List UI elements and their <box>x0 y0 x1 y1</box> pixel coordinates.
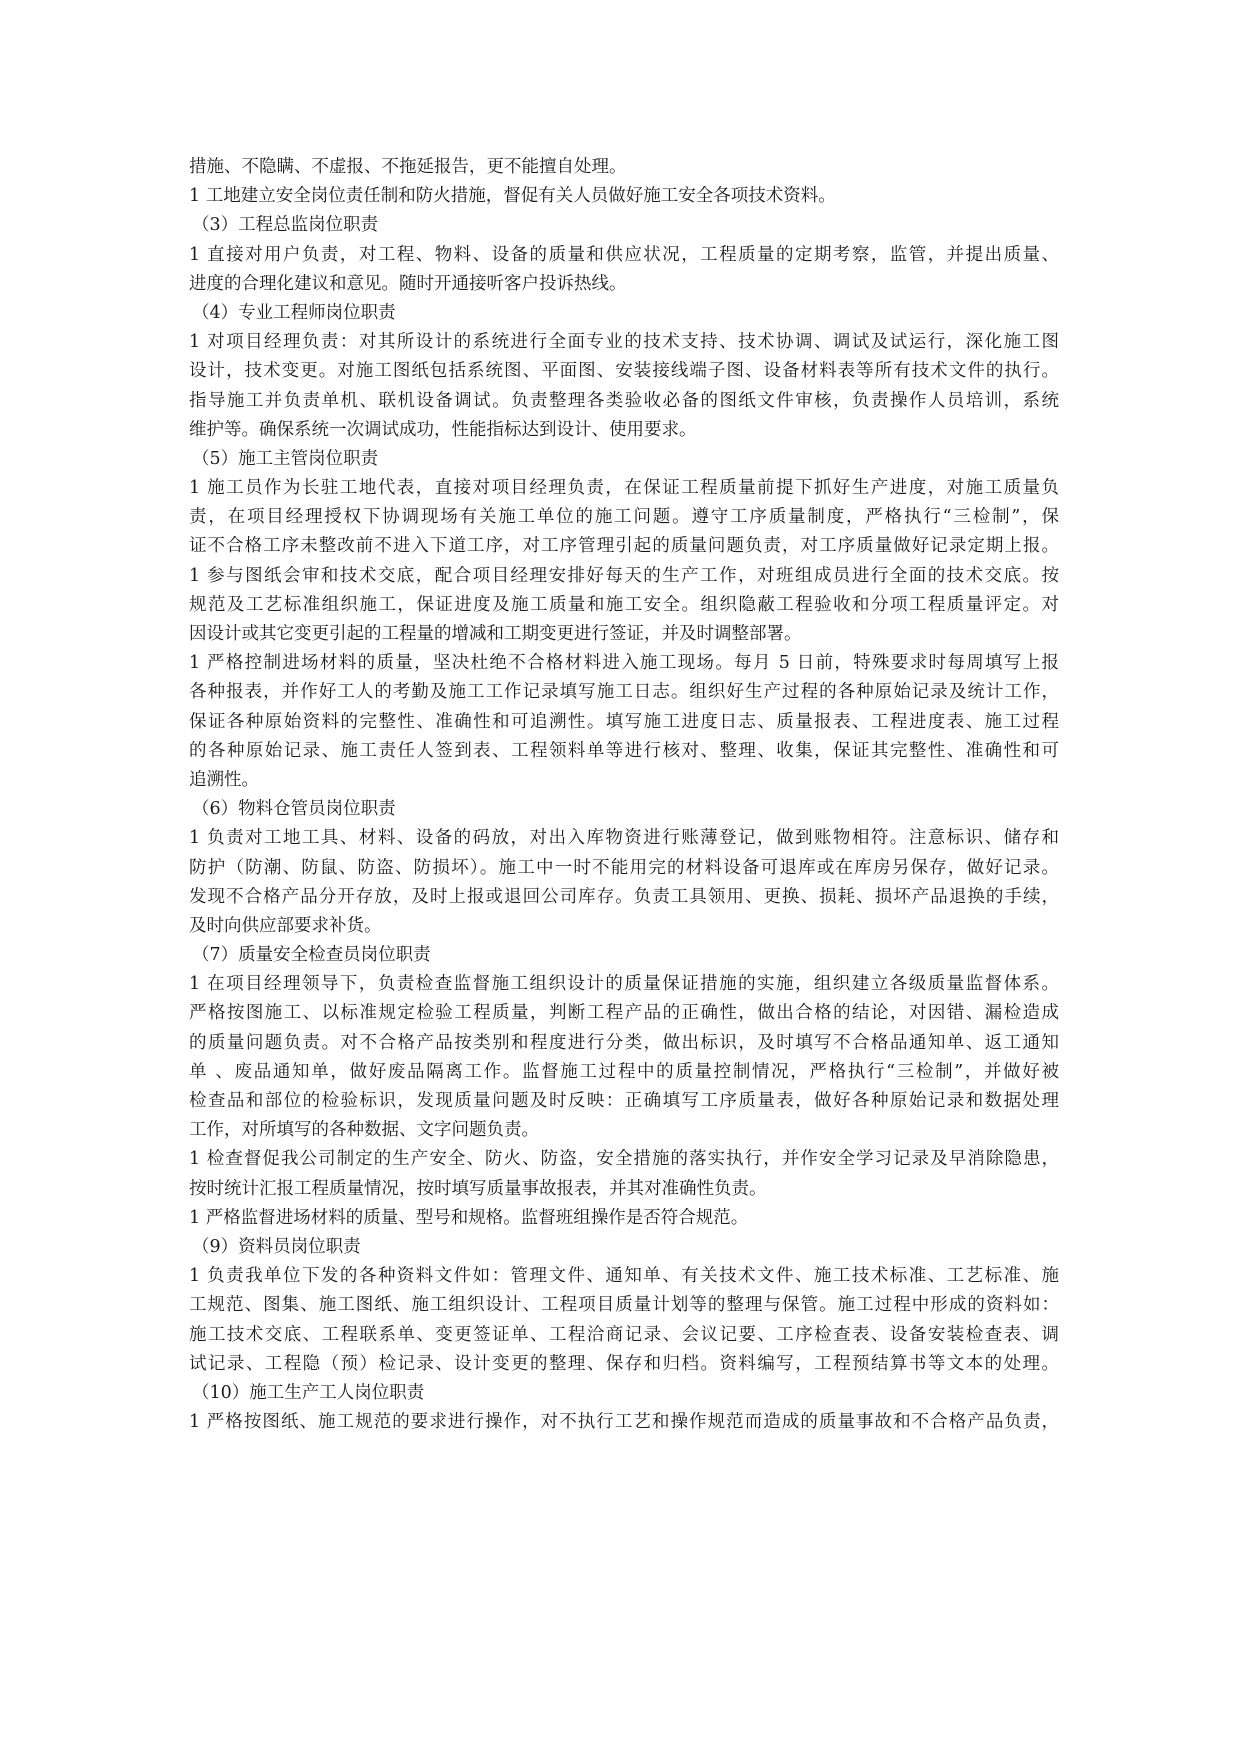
text-line: 单 、废品通知单，做好废品隔离工作。监督施工过程中的质量控制情况，严格执行“三检制”，并做好被 <box>189 1061 1059 1082</box>
text-line: 1 施工员作为长驻工地代表，直接对项目经理负责，在保证工程质量前提下抓好生产进度，对施工质量负 <box>189 478 1059 499</box>
text-line: 工作，对所填写的各种数据、文字问题负责。 <box>189 1120 539 1141</box>
section-heading: （10）施工生产工人岗位职责 <box>192 1382 425 1403</box>
text-line: 严格按图施工、以标准规定检验工程质量，判断工程产品的正确性，做出合格的结论，对因错、漏检造成 <box>189 1003 1059 1024</box>
text-line: 1 参与图纸会审和技术交底，配合项目经理安排好每天的生产工作，对班组成员进行全面的技术交底。按 <box>189 565 1059 586</box>
text-line: 证不合格工序未整改前不进入下道工序，对工序管理引起的质量问题负责，对工序质量做好记录定期上报。 <box>189 536 1059 557</box>
text-line: 规范及工艺标准组织施工，保证进度及施工质量和施工安全。组织隐蔽工程验收和分项工程质量评定。对 <box>189 594 1059 615</box>
text-line: 责，在项目经理授权下协调现场有关施工单位的施工问题。遵守工序质量制度，严格执行“三检制”，保 <box>189 507 1059 528</box>
text-line: 保证各种原始资料的完整性、准确性和可追溯性。填写施工进度日志、质量报表、工程进度表、施工过程 <box>189 711 1059 732</box>
text-line: 施工技术交底、工程联系单、变更签证单、工程洽商记录、会议记要、工序检查表、设备安装检查表、调 <box>189 1324 1059 1345</box>
text-line: 试记录、工程隐（预）检记录、设计变更的整理、保存和归档。资料编写，工程预结算书等文本的处理。 <box>189 1353 1059 1374</box>
text-line: 1 严格控制进场材料的质量，坚决杜绝不合格材料进入施工现场。每月 5 日前，特殊要求时每周填写上报 <box>189 653 1059 674</box>
section-heading: （9）资料员岗位职责 <box>192 1236 361 1257</box>
section-heading: （6）物料仓管员岗位职责 <box>192 799 396 820</box>
section-heading: （3）工程总监岗位职责 <box>192 215 379 236</box>
text-line: 维护等。确保系统一次调试成功，性能指标达到设计、使用要求。 <box>189 419 697 440</box>
text-line: 进度的合理化建议和意见。随时开通接听客户投诉热线。 <box>189 273 627 294</box>
text-line: 1 严格按图纸、施工规范的要求进行操作，对不执行工艺和操作规范而造成的质量事故和不合格产品负责， <box>189 1412 1059 1433</box>
text-line: 1 负责对工地工具、材料、设备的码放，对出入库物资进行账薄登记，做到账物相符。注意标识、储存和 <box>189 828 1059 849</box>
text-line: 防护（防潮、防鼠、防盗、防损坏）。施工中一时不能用完的材料设备可退库或在库房另保存，做好记录。 <box>189 857 1059 878</box>
text-line: 措施、不隐瞒、不虚报、不拖延报告，更不能擅自处理。 <box>189 157 627 177</box>
text-line: 检查品和部位的检验标识，发现质量问题及时反映：正确填写工序质量表，做好各种原始记录和数据处理 <box>189 1091 1059 1111</box>
text-line: 追溯性。 <box>189 769 259 790</box>
text-line: 工规范、图集、施工图纸、施工组织设计、工程项目质量计划等的整理与保管。施工过程中形成的资料如： <box>189 1295 1059 1316</box>
text-line: 1 检查督促我公司制定的生产安全、防火、防盗，安全措施的落实执行，并作安全学习记录及早消除隐患， <box>189 1149 1059 1170</box>
text-line: 1 对项目经理负责：对其所设计的系统进行全面专业的技术支持、技术协调、调试及试运行，深化施工图 <box>189 332 1059 353</box>
text-line: 的质量问题负责。对不合格产品按类别和程度进行分类，做出标识，及时填写不合格品通知单、返工通知 <box>189 1032 1059 1053</box>
text-line: 1 严格监督进场材料的质量、型号和规格。监督班组操作是否符合规范。 <box>189 1207 749 1228</box>
text-line: 1 直接对用户负责，对工程、物料、设备的质量和供应状况，工程质量的定期考察，监管，并提出质量、 <box>189 244 1059 265</box>
text-line: 的各种原始记录、施工责任人签到表、工程领料单等进行核对、整理、收集，保证其完整性、准确性和可 <box>189 740 1059 761</box>
text-line: 及时向供应部要求补货。 <box>189 915 382 936</box>
text-line: 发现不合格产品分开存放，及时上报或退回公司库存。负责工具领用、更换、损耗、损坏产品退换的手续， <box>189 886 1059 907</box>
section-heading: （4）专业工程师岗位职责 <box>192 302 396 323</box>
text-line: 指导施工并负责单机、联机设备调试。负责整理各类验收必备的图纸文件审核，负责操作人员培训，系统 <box>189 390 1059 411</box>
text-line: 1 在项目经理领导下，负责检查监督施工组织设计的质量保证措施的实施，组织建立各级质量监督体系。 <box>189 974 1059 995</box>
text-line: 按时统计汇报工程质量情况，按时填写质量事故报表，并其对准确性负责。 <box>189 1178 767 1199</box>
section-heading: （7）质量安全检查员岗位职责 <box>192 945 431 966</box>
section-heading: （5）施工主管岗位职责 <box>192 448 379 469</box>
text-line: 1 负责我单位下发的各种资料文件如：管理文件、通知单、有关技术文件、施工技术标准、工艺标准、施 <box>189 1266 1059 1287</box>
text-line: 各种报表，并作好工人的考勤及施工工作记录填写施工日志。组织好生产过程的各种原始记录及统计工作， <box>189 682 1059 703</box>
document-page <box>189 153 1059 1437</box>
text-line: 设计，技术变更。对施工图纸包括系统图、平面图、安装接线端子图、设备材料表等所有技术文件的执行。 <box>189 361 1059 382</box>
text-line: 1 工地建立安全岗位责任制和防火措施，督促有关人员做好施工安全各项技术资料。 <box>189 186 836 207</box>
text-line: 因设计或其它变更引起的工程量的增减和工期变更进行签证，并及时调整部署。 <box>189 624 802 644</box>
